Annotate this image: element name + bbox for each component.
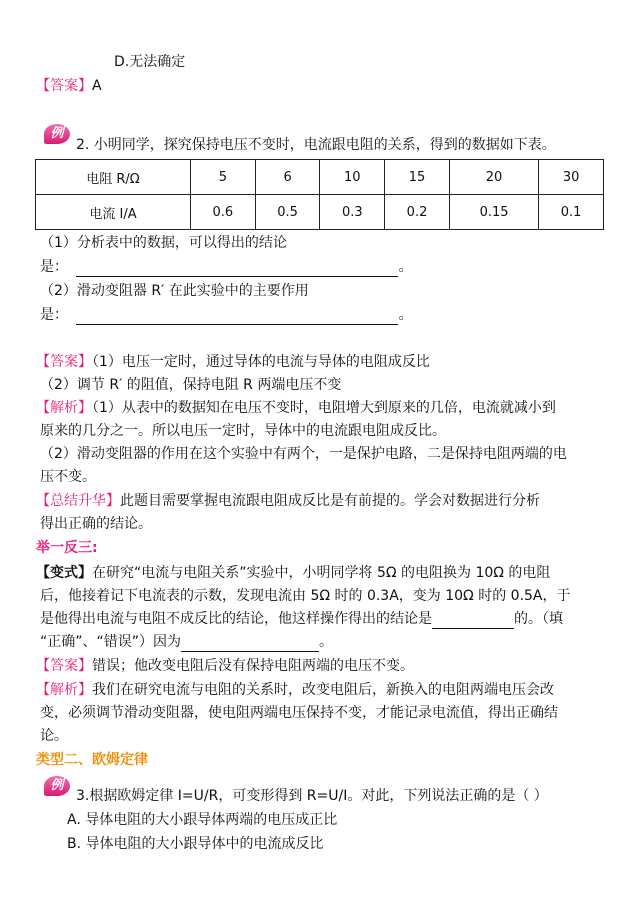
example2-question: 2. 小明同学，探究保持电压不变时，电流跟电阻的关系，得到的数据如下表。 <box>76 137 556 153</box>
example2-analysis-2b: 压不变。 <box>40 469 96 485</box>
q1-line1: （1）分析表中的数据，可以得出的结论 <box>40 235 287 251</box>
example2-analysis-1a <box>36 398 556 418</box>
table-cell: 0.5 <box>255 195 320 230</box>
q2-line2 <box>40 305 412 325</box>
practice-analysis-c: 论。 <box>40 728 68 744</box>
answer-value: A <box>92 78 102 94</box>
practice-analysis-b: 变，必须调节滑动变阻器，使电阻两端电压保持不变，才能记录电流值，得出正确结 <box>40 705 558 721</box>
variant-line-b: 后，他接着记下电流表的示数，发现电流由 5Ω 时的 0.3A，变为 10Ω 时的 0.5A，于 <box>40 588 571 604</box>
table-row <box>36 160 604 195</box>
table-row-header: 电阻 R/Ω <box>36 160 191 195</box>
practice-analysis-a <box>36 680 554 700</box>
option-b: B. 导体电阻的大小跟导体中的电流成反比 <box>67 836 324 852</box>
summary-line-a <box>36 491 540 511</box>
q1-answer-blank[interactable] <box>76 262 398 277</box>
example3-question: 3.根据欧姆定律 I=U/R，可变形得到 R=U/I。对此，下列说法正确的是（ ） <box>76 788 548 804</box>
option-d: D.无法确定 <box>114 54 186 70</box>
variant-text: 。 <box>319 634 334 650</box>
example2-answer-1 <box>36 352 430 372</box>
summary-label: 【总结升华】 <box>36 493 120 509</box>
table-row-header: 电流 I/A <box>36 195 191 230</box>
variant-line-c <box>40 609 563 629</box>
summary-line-b: 得出正确的结论。 <box>40 516 152 532</box>
practice-heading: 举一反三: <box>36 540 98 556</box>
variant-line-a <box>36 563 550 583</box>
variant-label: 【变式】 <box>36 565 92 581</box>
answer-text: 错误；他改变电阻后没有保持电阻两端的电压不变。 <box>92 658 414 674</box>
section-heading: 类型二、欧姆定律 <box>36 752 148 768</box>
table-row <box>36 195 604 230</box>
variant-blank-1[interactable] <box>432 614 514 629</box>
variant-blank-2[interactable] <box>181 637 319 652</box>
table-cell: 0.15 <box>449 195 538 230</box>
data-table <box>35 159 604 230</box>
prev-answer <box>36 76 102 96</box>
variant-text: 在研究“电流与电阻关系”实验中，小明同学将 5Ω 的电阻换为 10Ω 的电阻 <box>92 565 551 581</box>
table-cell: 0.3 <box>320 195 385 230</box>
variant-text: 的。（填 <box>514 611 563 627</box>
table-cell: 20 <box>449 160 538 195</box>
example2-analysis-2a: （2）滑动变阻器的作用在这个实验中有两个，一是保护电路，二是保持电阻两端的电 <box>40 446 567 462</box>
q2-answer-blank[interactable] <box>76 310 398 325</box>
practice-answer <box>36 656 414 676</box>
table-cell: 0.6 <box>191 195 256 230</box>
q2-suffix: 。 <box>398 307 413 323</box>
q2-prefix: 是： <box>40 307 68 323</box>
analysis-text: 我们在研究电流与电阻的关系时，改变电阻后，新换入的电阻两端电压会改 <box>92 682 554 698</box>
table-cell: 6 <box>255 160 320 195</box>
q2-line1: （2）滑动变阻器 R′ 在此实验中的主要作用 <box>40 283 309 299</box>
variant-text: 是他得出电流与电阻不成反比的结论，他这样操作得出的结论是 <box>40 611 432 627</box>
q1-line2 <box>40 257 412 277</box>
example-badge: 例 <box>44 124 70 144</box>
example-badge: 例 <box>44 776 70 796</box>
table-cell: 0.1 <box>539 195 604 230</box>
table-cell: 10 <box>320 160 385 195</box>
variant-text: “正确”、“错误”）因为 <box>40 634 182 650</box>
table-cell: 30 <box>539 160 604 195</box>
variant-line-d <box>40 632 333 652</box>
example2-analysis-1b: 原来的几分之一。所以电压一定时，导体中的电流跟电阻成反比。 <box>40 423 446 439</box>
analysis-label: 【解析】 <box>36 400 92 416</box>
q1-prefix: 是： <box>40 259 68 275</box>
example2-answer-2: （2）调节 R′ 的阻值，保持电阻 R 两端电压不变 <box>40 377 342 393</box>
q1-suffix: 。 <box>398 259 413 275</box>
option-a: A. 导体电阻的大小跟导体两端的电压成正比 <box>67 812 338 828</box>
table-cell: 5 <box>191 160 256 195</box>
table-cell: 15 <box>385 160 450 195</box>
table-cell: 0.2 <box>385 195 450 230</box>
answer-label: 【答案】 <box>36 354 92 370</box>
answer-label: 【答案】 <box>36 78 92 94</box>
summary-text: 此题目需要掌握电流跟电阻成反比是有前提的。学会对数据进行分析 <box>120 493 540 509</box>
answer-text: （1）电压一定时，通过导体的电流与导体的电阻成反比 <box>92 354 430 370</box>
answer-label: 【答案】 <box>36 658 92 674</box>
analysis-text: （1）从表中的数据知在电压不变时，电阻增大到原来的几倍，电流就减小到 <box>92 400 556 416</box>
analysis-label: 【解析】 <box>36 682 92 698</box>
